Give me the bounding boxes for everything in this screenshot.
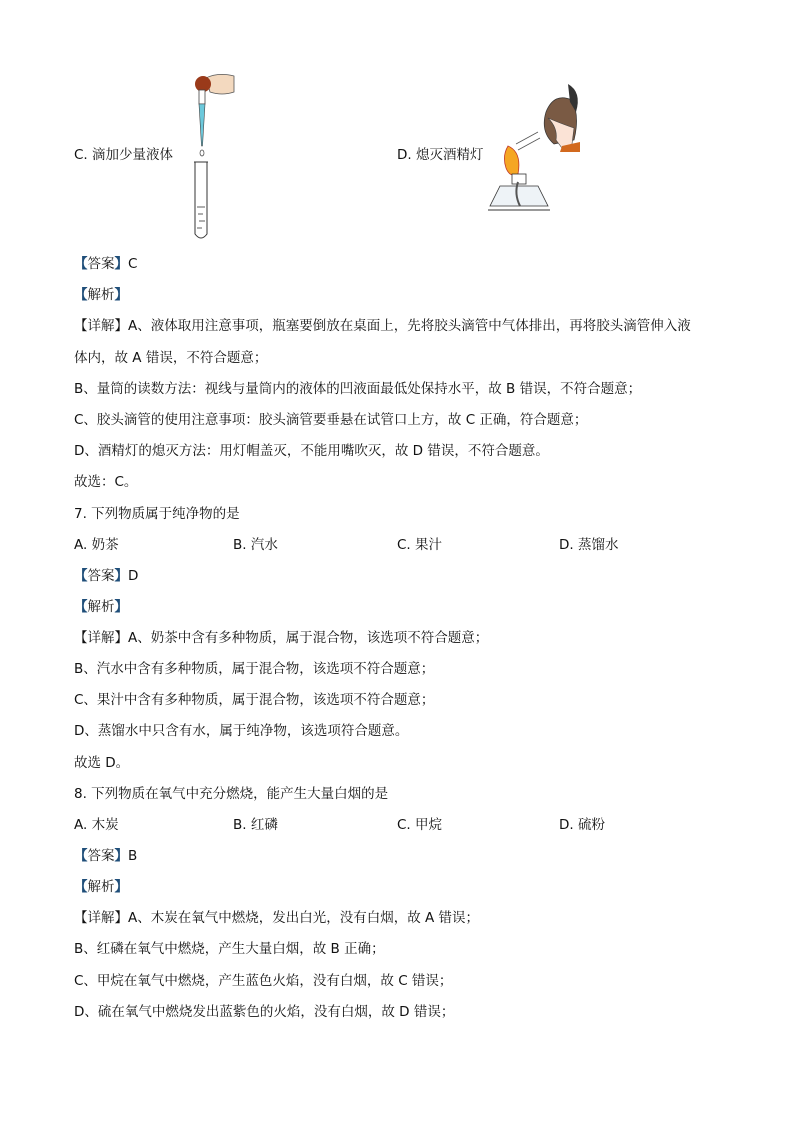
q8-option-b: B. 红磷: [233, 817, 278, 833]
detail-label: 详解: [87, 318, 115, 334]
q7-detail-line: 【详解】A、奶茶中含有多种物质，属于混合物，该选项不符合题意；: [74, 630, 489, 646]
q7-detail-line: C、果汁中含有多种物质，属于混合物，该选项不符合题意；: [74, 692, 435, 708]
answer-label: 答案: [87, 256, 115, 272]
q8-option-a: A. 木炭: [74, 817, 119, 833]
detail-text: A、奶茶中含有多种物质，属于混合物，该选项不符合题意；: [128, 630, 489, 646]
answer-value: B: [128, 848, 138, 864]
analysis-label: 解析: [87, 287, 115, 303]
answer-value: C: [128, 256, 138, 272]
q6-detail-line: 体内，故 A 错误，不符合题意；: [74, 350, 268, 366]
answer-label: 答案: [87, 848, 115, 864]
q6-detail-line: B、量筒的读数方法：视线与量筒内的液体的凹液面最低处保持水平，故 B 错误，不符合题意；: [74, 381, 642, 397]
answer-value: D: [128, 568, 139, 584]
q8-answer: 【答案】B: [74, 848, 138, 864]
q7-analysis-heading: 【解析】: [74, 599, 128, 615]
q6-detail-line: 【详解】A、液体取用注意事项，瓶塞要倒放在桌面上，先将胶头滴管中气体排出，再将胶头滴管伸入液: [74, 318, 691, 334]
q8-detail-line: C、甲烷在氧气中燃烧，产生蓝色火焰，没有白烟，故 C 错误；: [74, 973, 453, 989]
detail-label: 详解: [87, 910, 115, 926]
q6-detail-line: D、酒精灯的熄灭方法：用灯帽盖灭，不能用嘴吹灭，故 D 错误，不符合题意。: [74, 443, 549, 459]
q7-option-c: C. 果汁: [397, 537, 443, 553]
detail-text: A、液体取用注意事项，瓶塞要倒放在桌面上，先将胶头滴管中气体排出，再将胶头滴管伸入液: [128, 318, 691, 334]
q8-analysis-heading: 【解析】: [74, 879, 128, 895]
q7-option-a: A. 奶茶: [74, 537, 119, 553]
q8-detail-line: B、红磷在氧气中燃烧，产生大量白烟，故 B 正确；: [74, 941, 385, 957]
detail-label: 详解: [87, 630, 115, 646]
q7-detail-line: B、汽水中含有多种物质，属于混合物，该选项不符合题意；: [74, 661, 435, 677]
q8-question: 8. 下列物质在氧气中充分燃烧，能产生大量白烟的是: [74, 786, 389, 802]
q6-analysis-heading: 【解析】: [74, 287, 128, 303]
dropper-test-tube-illustration: [186, 70, 238, 242]
option-c: C. 滴加少量液体: [74, 147, 174, 163]
q6-detail-line: C、胶头滴管的使用注意事项：胶头滴管要垂悬在试管口上方，故 C 正确，符合题意；: [74, 412, 588, 428]
option-d: D. 熄灭酒精灯: [397, 147, 484, 163]
q7-option-d: D. 蒸馏水: [559, 537, 619, 553]
q7-option-b: B. 汽水: [233, 537, 278, 553]
q8-option-d: D. 硫粉: [559, 817, 605, 833]
detail-text: A、木炭在氧气中燃烧，发出白光，没有白烟，故 A 错误；: [128, 910, 480, 926]
analysis-label: 解析: [87, 879, 115, 895]
q7-answer: 【答案】D: [74, 568, 139, 584]
blowing-out-alcohol-lamp-illustration: [488, 82, 586, 222]
q7-question: 7. 下列物质属于纯净物的是: [74, 506, 240, 522]
q7-detail-line: D、蒸馏水中只含有水，属于纯净物，该选项符合题意。: [74, 723, 409, 739]
analysis-label: 解析: [87, 599, 115, 615]
q6-answer: 【答案】C: [74, 256, 138, 272]
q8-detail-line: D、硫在氧气中燃烧发出蓝紫色的火焰，没有白烟，故 D 错误；: [74, 1004, 455, 1020]
q8-detail-line: 【详解】A、木炭在氧气中燃烧，发出白光，没有白烟，故 A 错误；: [74, 910, 480, 926]
q8-option-c: C. 甲烷: [397, 817, 443, 833]
q6-conclusion: 故选：C。: [74, 474, 138, 490]
q7-conclusion: 故选 D。: [74, 755, 130, 771]
answer-label: 答案: [87, 568, 115, 584]
